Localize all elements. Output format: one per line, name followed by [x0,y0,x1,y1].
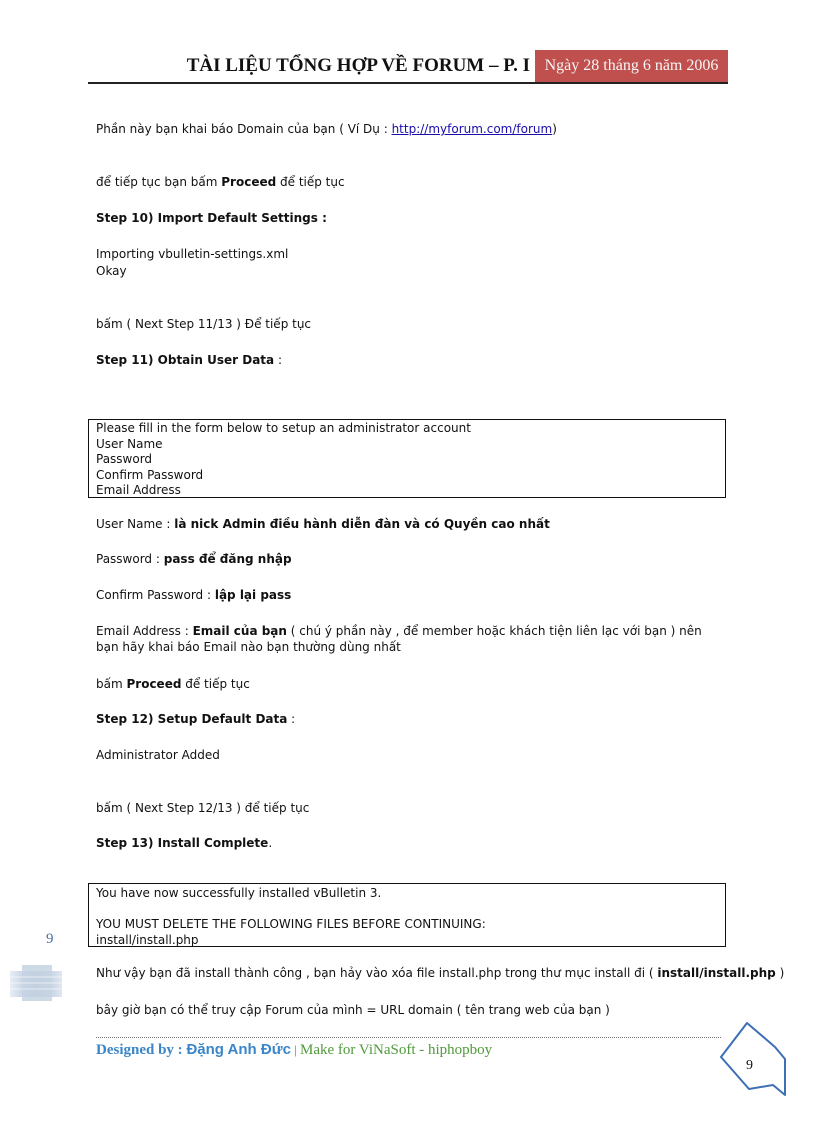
administrator-added-text: Administrator Added [96,748,220,762]
form-box-line: Password [96,452,153,466]
designer-name: Đặng Anh Đức [186,1041,291,1058]
complete-box-line: You have now successfully installed vBulletin 3. [96,886,382,900]
step11-heading: Step 11) Obtain User Data : [96,353,282,367]
header-divider [88,82,728,84]
access-forum-paragraph: bây giờ bạn có thể truy cập Forum của mình = URL domain ( tên trang web của bạn ) [96,1003,610,1017]
document-header-title: TÀI LIỆU TỔNG HỢP VỀ FORUM – P. I [186,55,530,76]
step12-heading: Step 12) Setup Default Data : [96,712,296,726]
confirm-password-paragraph: Confirm Password : lập lại pass [96,588,292,602]
step10-heading: Step 10) Import Default Settings : [96,211,327,225]
complete-box-line: YOU MUST DELETE THE FOLLOWING FILES BEFORE CONTINUING: [96,917,486,931]
page-number-badge [719,1021,787,1097]
decorative-page-graphic [8,963,64,1003]
side-page-number: 9 [46,931,54,947]
admin-form-box [88,419,726,498]
footer-divider [96,1037,721,1038]
footer-credit: Designed by : Đặng Anh Đức | Make for ViNaSoft - hiphopboy [96,1041,493,1058]
delete-file-paragraph: Như vậy bạn đã install thành công , bạn hảy vào xóa file install.php trong thư mục install đi ( install/install.php ) [96,966,785,980]
step13-heading: Step 13) Install Complete. [96,836,273,850]
domain-paragraph: Phần này bạn khai báo Domain của bạn ( Ví Dụ : http://myforum.com/forum) [96,122,557,136]
complete-box-spacer [96,902,719,918]
next-step-11-paragraph: bấm ( Next Step 11/13 ) Để tiếp tục [96,317,312,331]
step10-line-1: Importing vbulletin-settings.xml [96,247,289,261]
email-paragraph: Email Address : Email của bạn ( chú ý phần này , để member hoặc khách tiện liên lạc với bạn ) nên bạn hãy khai báo Email nào bạn thường dùng nhất [96,624,702,654]
form-box-line: Confirm Password [96,467,204,482]
page-number: 9 [746,1058,753,1073]
complete-box-line: install/install.php [96,932,199,947]
example-forum-link[interactable]: http://myforum.com/forum [391,122,553,136]
install-complete-box [88,883,726,947]
form-box-line: Email Address [96,483,181,497]
next-step-12-paragraph: bấm ( Next Step 12/13 ) để tiếp tục [96,801,310,815]
proceed-paragraph-2: bấm Proceed để tiếp tục [96,677,250,691]
step10-line-2: Okay [96,264,127,278]
proceed-paragraph-1: để tiếp tục bạn bấm Proceed để tiếp tục [96,175,345,189]
form-box-line: User Name [96,436,163,451]
header-date-badge: Ngày 28 tháng 6 năm 2006 [535,50,728,82]
username-paragraph: User Name : là nick Admin điều hành diễn đàn và có Quyền cao nhất [96,517,550,531]
password-paragraph: Password : pass để đăng nhập [96,552,292,566]
form-box-line: Please fill in the form below to setup an administrator account [96,421,471,435]
